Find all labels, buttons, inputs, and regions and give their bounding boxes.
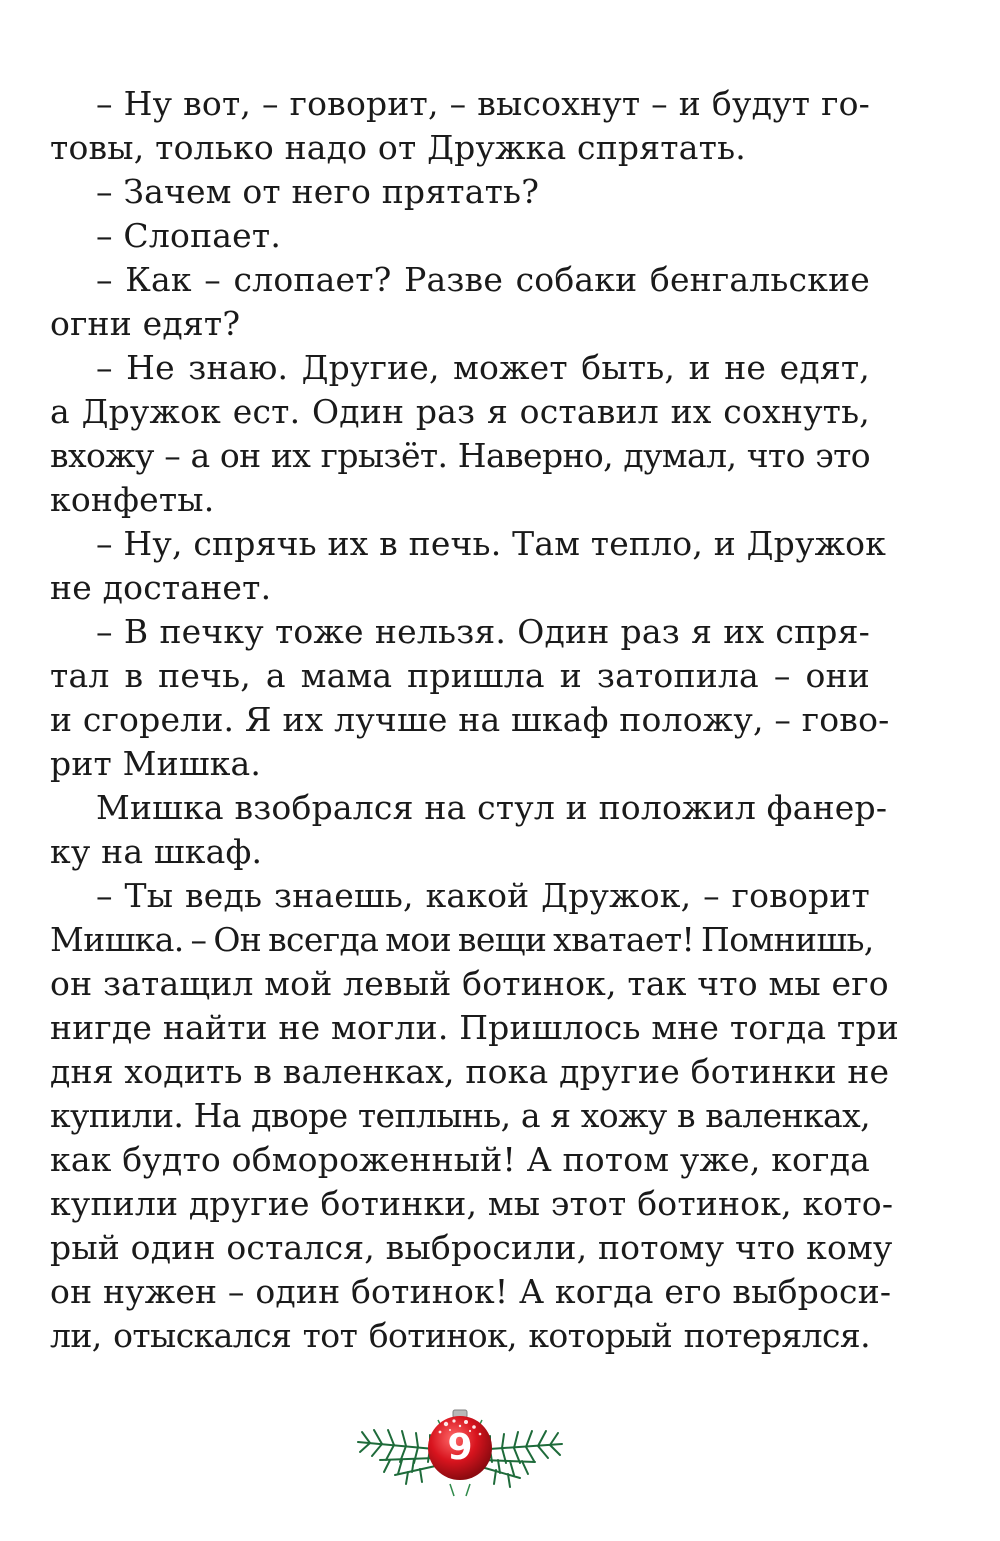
- text-line: ли, отыскался тот ботинок, который потерялся.: [50, 1316, 870, 1355]
- text-line: ку на шкаф.: [50, 832, 263, 871]
- text-line: нигде найти не могли. Пришлось мне тогда три: [50, 1008, 899, 1047]
- page-text: [50, 82, 899, 1358]
- text-line: Мишка взобрался на стул и положил фанер-: [96, 788, 888, 827]
- text-line: – Ты ведь знаешь, какой Дружок, – говорит: [96, 876, 870, 915]
- page-number: 9: [447, 1427, 473, 1468]
- text-line: – Как – слопает? Разве собаки бенгальские: [96, 260, 870, 299]
- text-line: рый один остался, выбросили, потому что кому: [50, 1228, 893, 1267]
- text-line: Мишка. – Он всегда мои вещи хватает! Помнишь,: [50, 920, 874, 959]
- text-line: а Дружок ест. Один раз я оставил их сохнуть,: [50, 392, 870, 431]
- text-line: рит Мишка.: [50, 744, 262, 783]
- text-line: и сгорели. Я их лучше на шкаф положу, – гово-: [50, 700, 890, 739]
- text-line: – Ну вот, – говорит, – высохнут – и будут го-: [96, 84, 870, 123]
- text-line: как будто обмороженный! А потом уже, когда: [50, 1140, 870, 1179]
- text-line: – Ну, спрячь их в печь. Там тепло, и Дружок: [96, 524, 887, 563]
- text-line: вхожу – а он их грызёт. Наверно, думал, что это: [50, 436, 870, 475]
- text-line: – В печку тоже нельзя. Один раз я их спря-: [96, 612, 870, 651]
- page-footer-ornament: [350, 1400, 570, 1500]
- text-line: купили другие ботинки, мы этот ботинок, кото-: [50, 1184, 894, 1223]
- text-line: дня ходить в валенках, пока другие ботинки не: [50, 1052, 890, 1091]
- text-line: он затащил мой левый ботинок, так что мы его: [50, 964, 889, 1003]
- text-line: товы, только надо от Дружка спрятать.: [50, 128, 746, 167]
- text-line: не достанет.: [50, 568, 272, 607]
- text-line: – Не знаю. Другие, может быть, и не едят,: [96, 348, 870, 387]
- text-line: конфеты.: [50, 480, 215, 519]
- text-line: тал в печь, а мама пришла и затопила – они: [50, 656, 870, 695]
- text-line: огни едят?: [50, 304, 241, 343]
- text-line: – Зачем от него прятать?: [96, 172, 540, 211]
- text-line: – Слопает.: [96, 216, 282, 255]
- text-line: купили. На дворе теплынь, а я хожу в валенках,: [50, 1096, 870, 1135]
- text-line: он нужен – один ботинок! А когда его выброси-: [50, 1272, 892, 1311]
